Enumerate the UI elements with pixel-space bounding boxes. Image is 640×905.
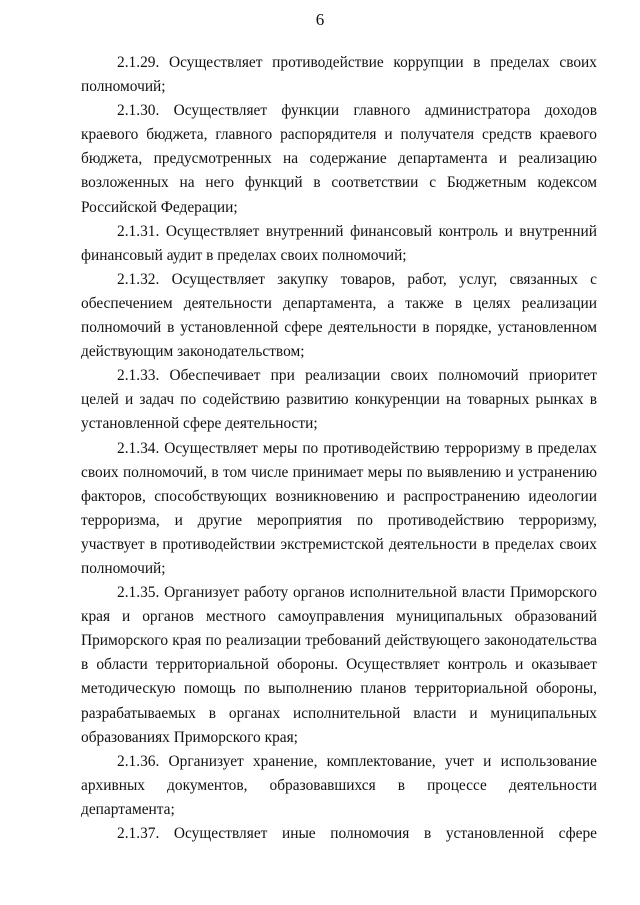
paragraph-2-1-29: 2.1.29. Осуществляет противодействие коррупции в пределах своих полномочий; — [81, 54, 597, 96]
page-number: 6 — [315, 10, 325, 29]
paragraph-2-1-32: 2.1.32. Осуществляет закупку товаров, работ, услуг, связанных с обеспечением деятельности департамента, а также в целях реализации полномочий в установленной сфере деятельности в порядке, установленном действующим законодательством; — [81, 270, 597, 361]
paragraph-2-1-33: 2.1.33. Обеспечивает при реализации своих полномочий приоритет целей и задач по содействию развитию конкуренции на товарных рынках в установленной сфере деятельности; — [81, 367, 597, 433]
paragraph-2-1-35: 2.1.35. Организует работу органов исполнительной власти Приморского края и органов местного самоуправления муниципальных образований Приморского края по реализации требований действующего законодательства в области территориальной обороны. Осуществляет контроль и оказывает методическую помощь по выполнению планов территориальной обороны, разрабатываемых в органах исполнительной власти и муниципальных образованиях Приморского края; — [81, 584, 597, 746]
paragraph-2-1-31: 2.1.31. Осуществляет внутренний финансовый контроль и внутренний финансовый аудит в пределах своих полномочий; — [81, 222, 597, 264]
paragraph-2-1-36: 2.1.36. Организует хранение, комплектование, учет и использование архивных документов, образовавшихся в процессе деятельности департамента; — [81, 752, 597, 818]
document-body — [81, 51, 597, 846]
paragraph-2-1-34: 2.1.34. Осуществляет меры по противодействию терроризму в пределах своих полномочий, в том числе принимает меры по выявлению и устранению факторов, способствующих возникновению и распространению идеологии терроризма, и другие мероприятия по противодействию терроризму, участвует в противодействии экстремистской деятельности в пределах своих полномочий; — [81, 439, 597, 577]
paragraph-2-1-37: 2.1.37. Осуществляет иные полномочия в установленной сфере — [117, 825, 597, 842]
paragraph-2-1-30: 2.1.30. Осуществляет функции главного администратора доходов краевого бюджета, главного распорядителя и получателя средств краевого бюджета, предусмотренных на содержание департамента и реализацию возложенных на него функций в соответствии с Бюджетным кодексом Российской Федерации; — [81, 102, 597, 216]
